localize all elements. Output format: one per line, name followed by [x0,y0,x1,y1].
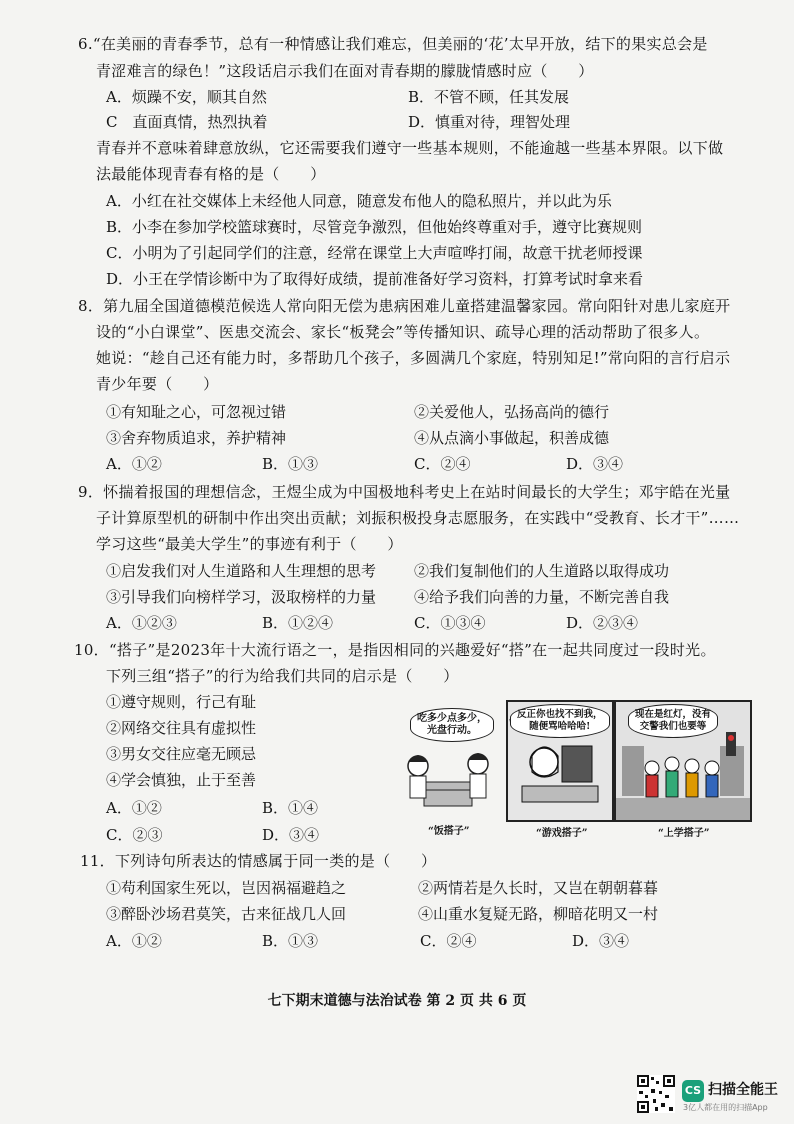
q11-item-2: ②两情若是久长时，又岂在朝朝暮暮 [418,879,659,897]
q9-item-4: ④给予我们向善的力量，不断完善自我 [414,588,670,606]
q9-stem-line-2: 子计算原型机的研制中作出突出贡献；刘振积极投身志愿服务，在实践中“受教育、长才干”…… [96,509,740,527]
caption-school-partner: “上学搭子” [658,828,710,839]
q7-stem-line-2: 法最能体现青春有格的是（ ） [96,165,326,183]
meal-partner-bubble-text: 吃多少点多少， 光盘行动。 [417,713,487,736]
q10-stem-line-2: 下列三组“搭子”的行为给我们共同的启示是（ ） [106,667,459,685]
q6-stem-line-2: 青涩难言的绿色！”这段话启示我们在面对青春期的朦胧情感时应（ ） [96,62,594,80]
camscanner-name: 扫描全能王 [708,1082,778,1098]
q6-option-c: C 直面真情，热烈执着 [106,113,268,131]
q10-stem-line-1: 10．“搭子”是2023年十大流行语之一，是指因相同的兴趣爱好“搭”在一起共同度过一段时光。 [74,641,716,659]
q10-item-2: ②网络交往具有虚拟性 [106,719,257,737]
q7-stem-line-1: 青春并不意味着肆意放纵，它还需要我们遵守一些基本规则，不能逾越一些基本界限。以下做 [96,139,724,157]
q9-option-c: C．①③④ [414,614,486,632]
q8-item-3: ③舍弃物质追求，养护精神 [106,429,287,447]
q8-option-a: A．①② [106,455,162,473]
q6-option-d: D．慎重对待，理智处理 [408,113,571,131]
q7-option-d: D．小王在学情诊断中为了取得好成绩，提前准备好学习资料，打算考试时拿来看 [106,270,644,288]
q9-stem-line-1: 9．怀揣着报国的理想信念，王煜尘成为中国极地科考史上在站时间最长的大学生；邓宇皓在光量 [78,483,731,501]
q8-option-c: C．②④ [414,455,471,473]
q11-item-4: ④山重水复疑无路，柳暗花明又一村 [418,905,659,923]
game-partner-bubble-text: 反正你也找不到我， 随便骂哈哈哈! [517,709,603,732]
meal-partner-bubble [410,708,494,742]
q9-option-b: B．①②④ [262,614,334,632]
qr-code-icon [637,1075,675,1113]
q11-option-a: A．①② [106,932,162,950]
cartoon-meal-partner [390,702,504,816]
cartoon-game-partner [506,700,614,822]
q8-option-b: B．①③ [262,455,319,473]
q10-item-3: ③男女交往应毫无顾忌 [106,745,257,763]
q11-option-c: C．②④ [420,932,477,950]
q7-option-a: A．小红在社交媒体上未经他人同意，随意发布他人的隐私照片，并以此为乐 [106,192,612,210]
school-partner-bubble-text: 现在是红灯，没有 交警我们也要等 [635,709,712,732]
q9-item-2: ②我们复制他们的人生道路以取得成功 [414,562,670,580]
q11-item-3: ③醉卧沙场君莫笑，古来征战几人回 [106,905,347,923]
cartoon-school-partner [614,700,752,822]
q6-option-a: A．烦躁不安，顺其自然 [106,88,267,106]
q10-item-1: ①遵守规则，行己有耻 [106,693,257,711]
q10-option-a: A．①② [106,799,162,817]
q8-item-1: ①有知耻之心，可忽视过错 [106,403,287,421]
q10-item-4: ④学会慎独，止于至善 [106,771,257,789]
q7-option-b: B．小李在参加学校篮球赛时，尽管竞争激烈，但他始终尊重对手，遵守比赛规则 [106,218,643,236]
q9-option-d: D．②③④ [566,614,639,632]
q11-stem-line-1: 11．下列诗句所表达的情感属于同一类的是（ ） [80,852,437,870]
q10-option-b: B．①④ [262,799,319,817]
q10-option-c: C．②③ [106,826,163,844]
q8-stem-line-2: 设的“小白课堂”、医患交流会、家长“板凳会”等传播知识、疏导心理的活动帮助了很多人。 [96,323,710,341]
q8-option-d: D．③④ [566,455,624,473]
q11-item-1: ①苟利国家生死以，岂因祸福避趋之 [106,879,347,897]
q9-item-3: ③引导我们向榜样学习，汲取榜样的力量 [106,588,377,606]
page-footer: 七下期末道德与法治试卷 第 2 页 共 6 页 [267,993,527,1009]
q8-stem-line-4: 青少年要（ ） [96,375,219,393]
q10-option-d: D．③④ [262,826,320,844]
camscanner-logo-icon: CS [682,1080,704,1102]
q8-item-2: ②关爱他人，弘扬高尚的德行 [414,403,610,421]
q11-option-d: D．③④ [572,932,630,950]
q6-stem-line-1: 6.“在美丽的青春季节，总有一种情感让我们难忘，但美丽的‘花’太早开放，结下的果实总会是 [78,35,708,53]
game-partner-bubble [510,704,610,738]
q8-item-4: ④从点滴小事做起，积善成德 [414,429,610,447]
school-partner-bubble [628,704,718,738]
caption-meal-partner: “饭搭子” [428,826,470,837]
q9-option-a: A．①②③ [106,614,177,632]
q11-option-b: B．①③ [262,932,319,950]
q9-item-1: ①启发我们对人生道路和人生理想的思考 [106,562,377,580]
q6-option-b: B．不管不顾，任其发展 [408,88,570,106]
q7-option-c: C．小明为了引起同学们的注意，经常在课堂上大声喧哗打闹，故意干扰老师授课 [106,244,643,262]
q9-stem-line-3: 学习这些“最美大学生”的事迹有利于（ ） [96,535,403,553]
camscanner-tagline: 3亿人都在用的扫描App [683,1103,768,1112]
q8-stem-line-1: 8．第九届全国道德模范候选人常向阳无偿为患病困难儿童搭建温馨家园。常向阳针对患儿家庭开 [78,297,731,315]
caption-game-partner: “游戏搭子” [536,828,588,839]
q8-stem-line-3: 她说：“趁自己还有能力时，多帮助几个孩子，多圆满几个家庭，特别知足!”常向阳的言行启示 [96,349,731,367]
